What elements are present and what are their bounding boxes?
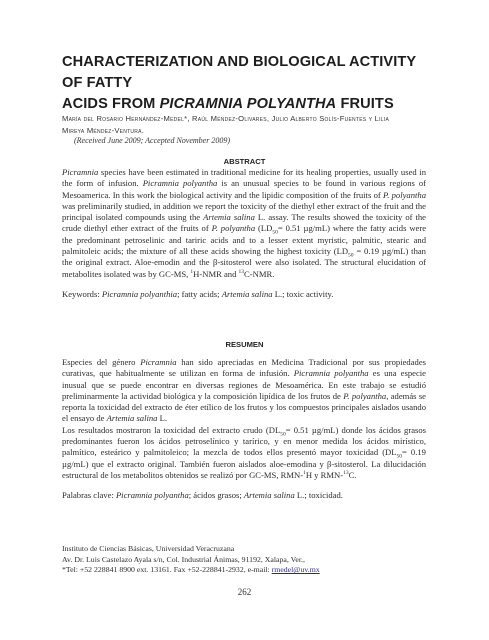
keyword-artemia: Artemia salina [221, 288, 273, 299]
resumen-keywords [62, 490, 426, 501]
title-line-1: CHARACTERIZATION AND BIOLOGICAL ACTIVITY OF FATTY [62, 54, 416, 91]
resumen-paragraph-1: Especies del género Picramnia han sido apreciadas en Medicina Tradicional por sus propiedades curativas, que habitualmente se utilizan en forma de infusión. Picramnia polyantha es una especie inusual que se puede encontrar en diversas regiones de Mesoamérica. En este trabajo se estudió preliminarmente la actividad biológica y la composición lipídica de los frutos de P. polyantha, además se reporta la toxicidad del extracto de éter etílico de los frutos y los compuestos principales aislados usando el ensayo de Artemia salina L. [62, 357, 426, 424]
palabra-species: Picramnia polyantha [115, 490, 189, 501]
title-line-2 [62, 94, 432, 115]
affiliation-footer [62, 544, 426, 576]
page-number: 262 [237, 587, 252, 597]
authors-line-2: Mireya Méndez-Ventura. [62, 125, 145, 135]
palabras-label: Palabras clave: [62, 490, 116, 501]
email-link[interactable]: rmedel@uv.mx [271, 565, 320, 574]
keyword-mid: ; fatty acids; [177, 288, 222, 299]
keyword-species: Picramnia polyanthia [101, 288, 178, 299]
affiliation-line-1: Instituto de Ciencias Básicas, Universidad Veracruzana [62, 544, 235, 553]
abstract-paragraph: Picramnia species have been estimated in traditional medicine for its healing properties, usually used in the form of infusion. Picramnia polyantha is an unusual species to be found in various regions of Mesoamerica. In this work the biological activity and the lipidic composition of the fruits of P. polyantha was preliminarily studied, in addition we report the toxicity of the diethyl ether extract of the fruit and the principal isolated compounds using the Artemia salina L. assay. The results showed the toxicity of the crude diethyl ether extract of the fruits of P. polyantha ($LD_{50}= 0.51$ µg/mL) where the fatty acids were the predominant petroselinic and tariric acids and to a lesser extent myristic, palmitic, stearic and palmitoleic acids; the mixture of all these acids showing the highest toxicity ($LD_{50} = 0.19$ µg/mL) than the original extract. Aloe-emodin and the β-sitosterol were also isolated. The structural elucidation of metabolites isolated was by GC-MS, $^1$H-NMR and $^{13}$C-NMR. [62, 167, 427, 279]
keywords-label: Keywords: [62, 288, 102, 299]
abstract-keywords [62, 289, 426, 300]
resumen-body [62, 357, 426, 502]
paper-title [62, 52, 432, 115]
abstract-body [62, 167, 426, 300]
keyword-end: L.; toxic activity. [272, 288, 334, 299]
affiliation-line-2: Av. Dr. Luis Castelazo Ayala s/n, Col. Industrial Ánimas, 91192, Xalapa, Ver., [62, 554, 305, 564]
title-prefix: ACIDS FROM [62, 96, 160, 112]
contact-text: *Tel: +52 228841 8900 ext. 13161. Fax +52-228841-2932, e-mail: [62, 565, 272, 574]
abstract-heading: ABSTRACT [223, 157, 266, 166]
title-suffix: FRUITS [336, 96, 394, 112]
author-list [62, 113, 442, 136]
resumen-heading: RESUMEN [225, 340, 264, 349]
affiliation-line-3 [62, 565, 426, 576]
authors-line-1: María del Rosario Hernández-Medel*, Raúl Méndez-Olivares, Julio Alberto Solís-Fuentes y Lilia [62, 114, 390, 123]
palabra-mid: ; ácidos grasos; [188, 490, 244, 501]
title-species: PICRAMNIA POLYANTHA [159, 96, 337, 112]
palabra-end: L.; toxicidad. [294, 490, 343, 501]
received-date: (Received June 2009; Accepted November 2009) [74, 136, 231, 145]
resumen-paragraph-2: Los resultados mostraron la toxicidad del extracto crudo ($DL_{50}= 0.51$ µg/mL) donde los ácidos grasos predominantes fueron los ácidos petroselínico y tarírico, y en menor medida los ácidos mirístico, palmítico, esteárico y palmitoleico; la mezcla de todos ellos presentó mayor toxicidad ($DL_{50}= 0.19$ µg/mL) que el extracto original. También fueron aislados aloe-emodina y β-sitosterol. La dilucidación estructural de los metabolitos obtenidos se realizó por GC-MS, RMN-$^1$H y RMN-$^{13}$C. [62, 424, 426, 480]
palabra-artemia: Artemia salina [243, 490, 295, 501]
